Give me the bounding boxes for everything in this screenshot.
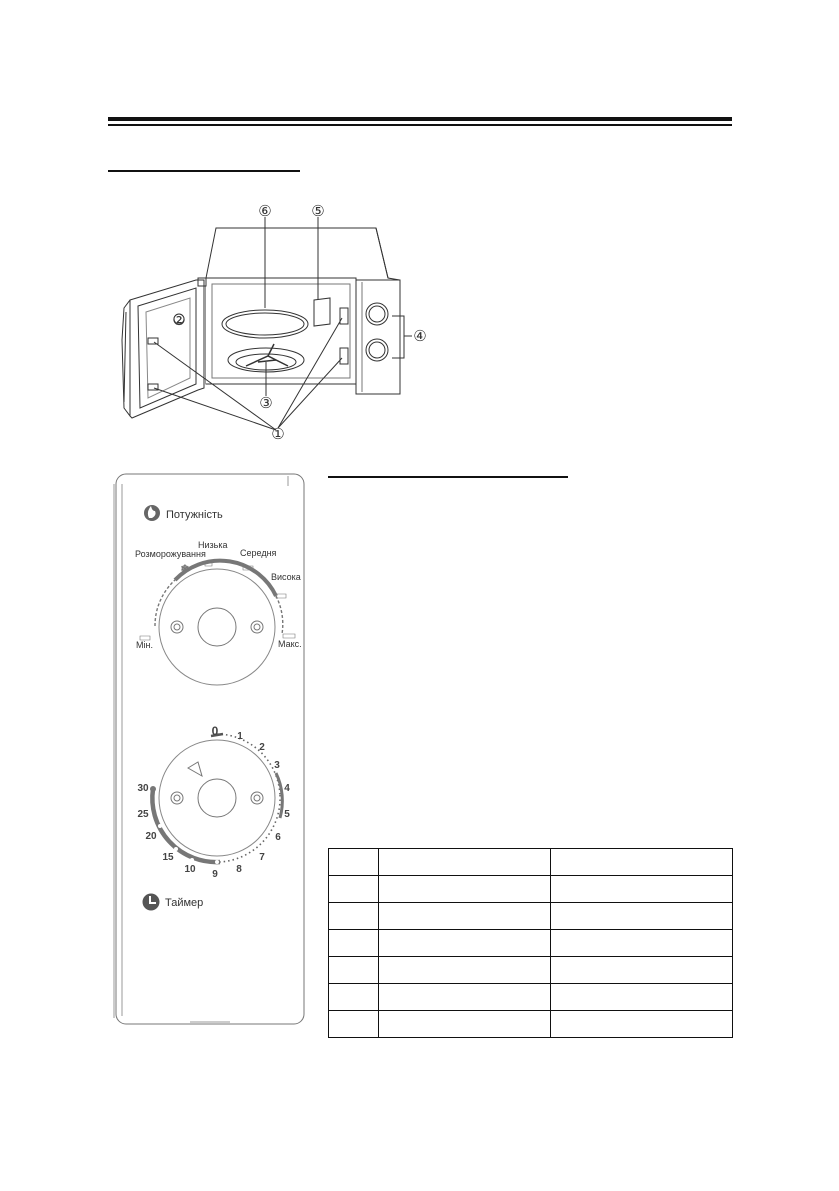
timer-tick-8: 8 <box>236 864 242 875</box>
table-cell <box>551 849 733 876</box>
table-cell <box>551 876 733 903</box>
timer-tick-0: 0 <box>211 724 219 738</box>
table-cell <box>379 903 551 930</box>
timer-tick-7: 7 <box>259 852 265 863</box>
table-cell <box>379 876 551 903</box>
timer-tick-25: 25 <box>137 809 149 820</box>
microwave-diagram <box>110 198 440 448</box>
table-cell <box>551 1011 733 1038</box>
spec-table <box>328 848 733 1038</box>
section-heading-underline <box>108 170 300 172</box>
callout-6: ⑥ <box>258 203 272 220</box>
callout-1: ① <box>271 426 285 443</box>
timer-tick-30: 30 <box>137 783 149 794</box>
timer-tick-6: 6 <box>275 832 281 843</box>
table-row <box>329 1011 733 1038</box>
power-medium-label: Середня <box>240 548 277 558</box>
header-rule-thin <box>108 124 732 126</box>
table-cell <box>551 984 733 1011</box>
table-cell <box>329 849 379 876</box>
power-min-label: Мін. <box>136 640 153 650</box>
power-max-label: Макс. <box>278 639 302 649</box>
power-high-label: Висока <box>271 572 301 582</box>
table-cell <box>329 876 379 903</box>
power-title-group <box>144 505 223 521</box>
table-cell <box>379 957 551 984</box>
table-row <box>329 957 733 984</box>
table-row <box>329 849 733 876</box>
callout-5: ⑤ <box>311 203 325 220</box>
callout-4: ④ <box>413 328 427 345</box>
table-cell <box>329 1011 379 1038</box>
timer-tick-9: 9 <box>212 869 218 880</box>
power-knob[interactable] <box>155 561 283 685</box>
table-cell <box>379 1011 551 1038</box>
power-defrost-label: Розморожування <box>135 549 206 559</box>
table-cell <box>329 957 379 984</box>
defrost-icon: ❄ <box>180 564 190 575</box>
table-cell <box>379 849 551 876</box>
table-cell <box>379 984 551 1011</box>
table-row <box>329 903 733 930</box>
header-rule-thick <box>108 117 732 121</box>
timer-knob[interactable] <box>150 734 282 864</box>
timer-title: Таймер <box>165 897 204 909</box>
timer-tick-1: 1 <box>237 731 243 742</box>
power-title: Потужність <box>166 509 223 521</box>
timer-tick-4: 4 <box>284 783 290 794</box>
timer-tick-3: 3 <box>274 760 280 771</box>
table-cell <box>329 984 379 1011</box>
table-row <box>329 984 733 1011</box>
timer-tick-2: 2 <box>259 742 265 753</box>
table-cell <box>551 903 733 930</box>
timer-tick-20: 20 <box>145 831 157 842</box>
table-row <box>329 930 733 957</box>
control-panel-diagram <box>108 472 312 1028</box>
power-low-label: Низька <box>198 540 228 550</box>
section-heading-underline-2 <box>328 476 568 478</box>
timer-tick-15: 15 <box>162 852 174 863</box>
timer-tick-10: 10 <box>184 864 196 875</box>
timer-tick-5: 5 <box>284 809 290 820</box>
table-cell <box>329 903 379 930</box>
callout-2: ② <box>172 312 186 329</box>
table-cell <box>551 957 733 984</box>
table-cell <box>329 930 379 957</box>
timer-title-group <box>143 894 204 911</box>
max-icon <box>283 634 295 638</box>
table-row <box>329 876 733 903</box>
callout-3: ③ <box>259 395 273 412</box>
table-cell <box>379 930 551 957</box>
table-cell <box>551 930 733 957</box>
